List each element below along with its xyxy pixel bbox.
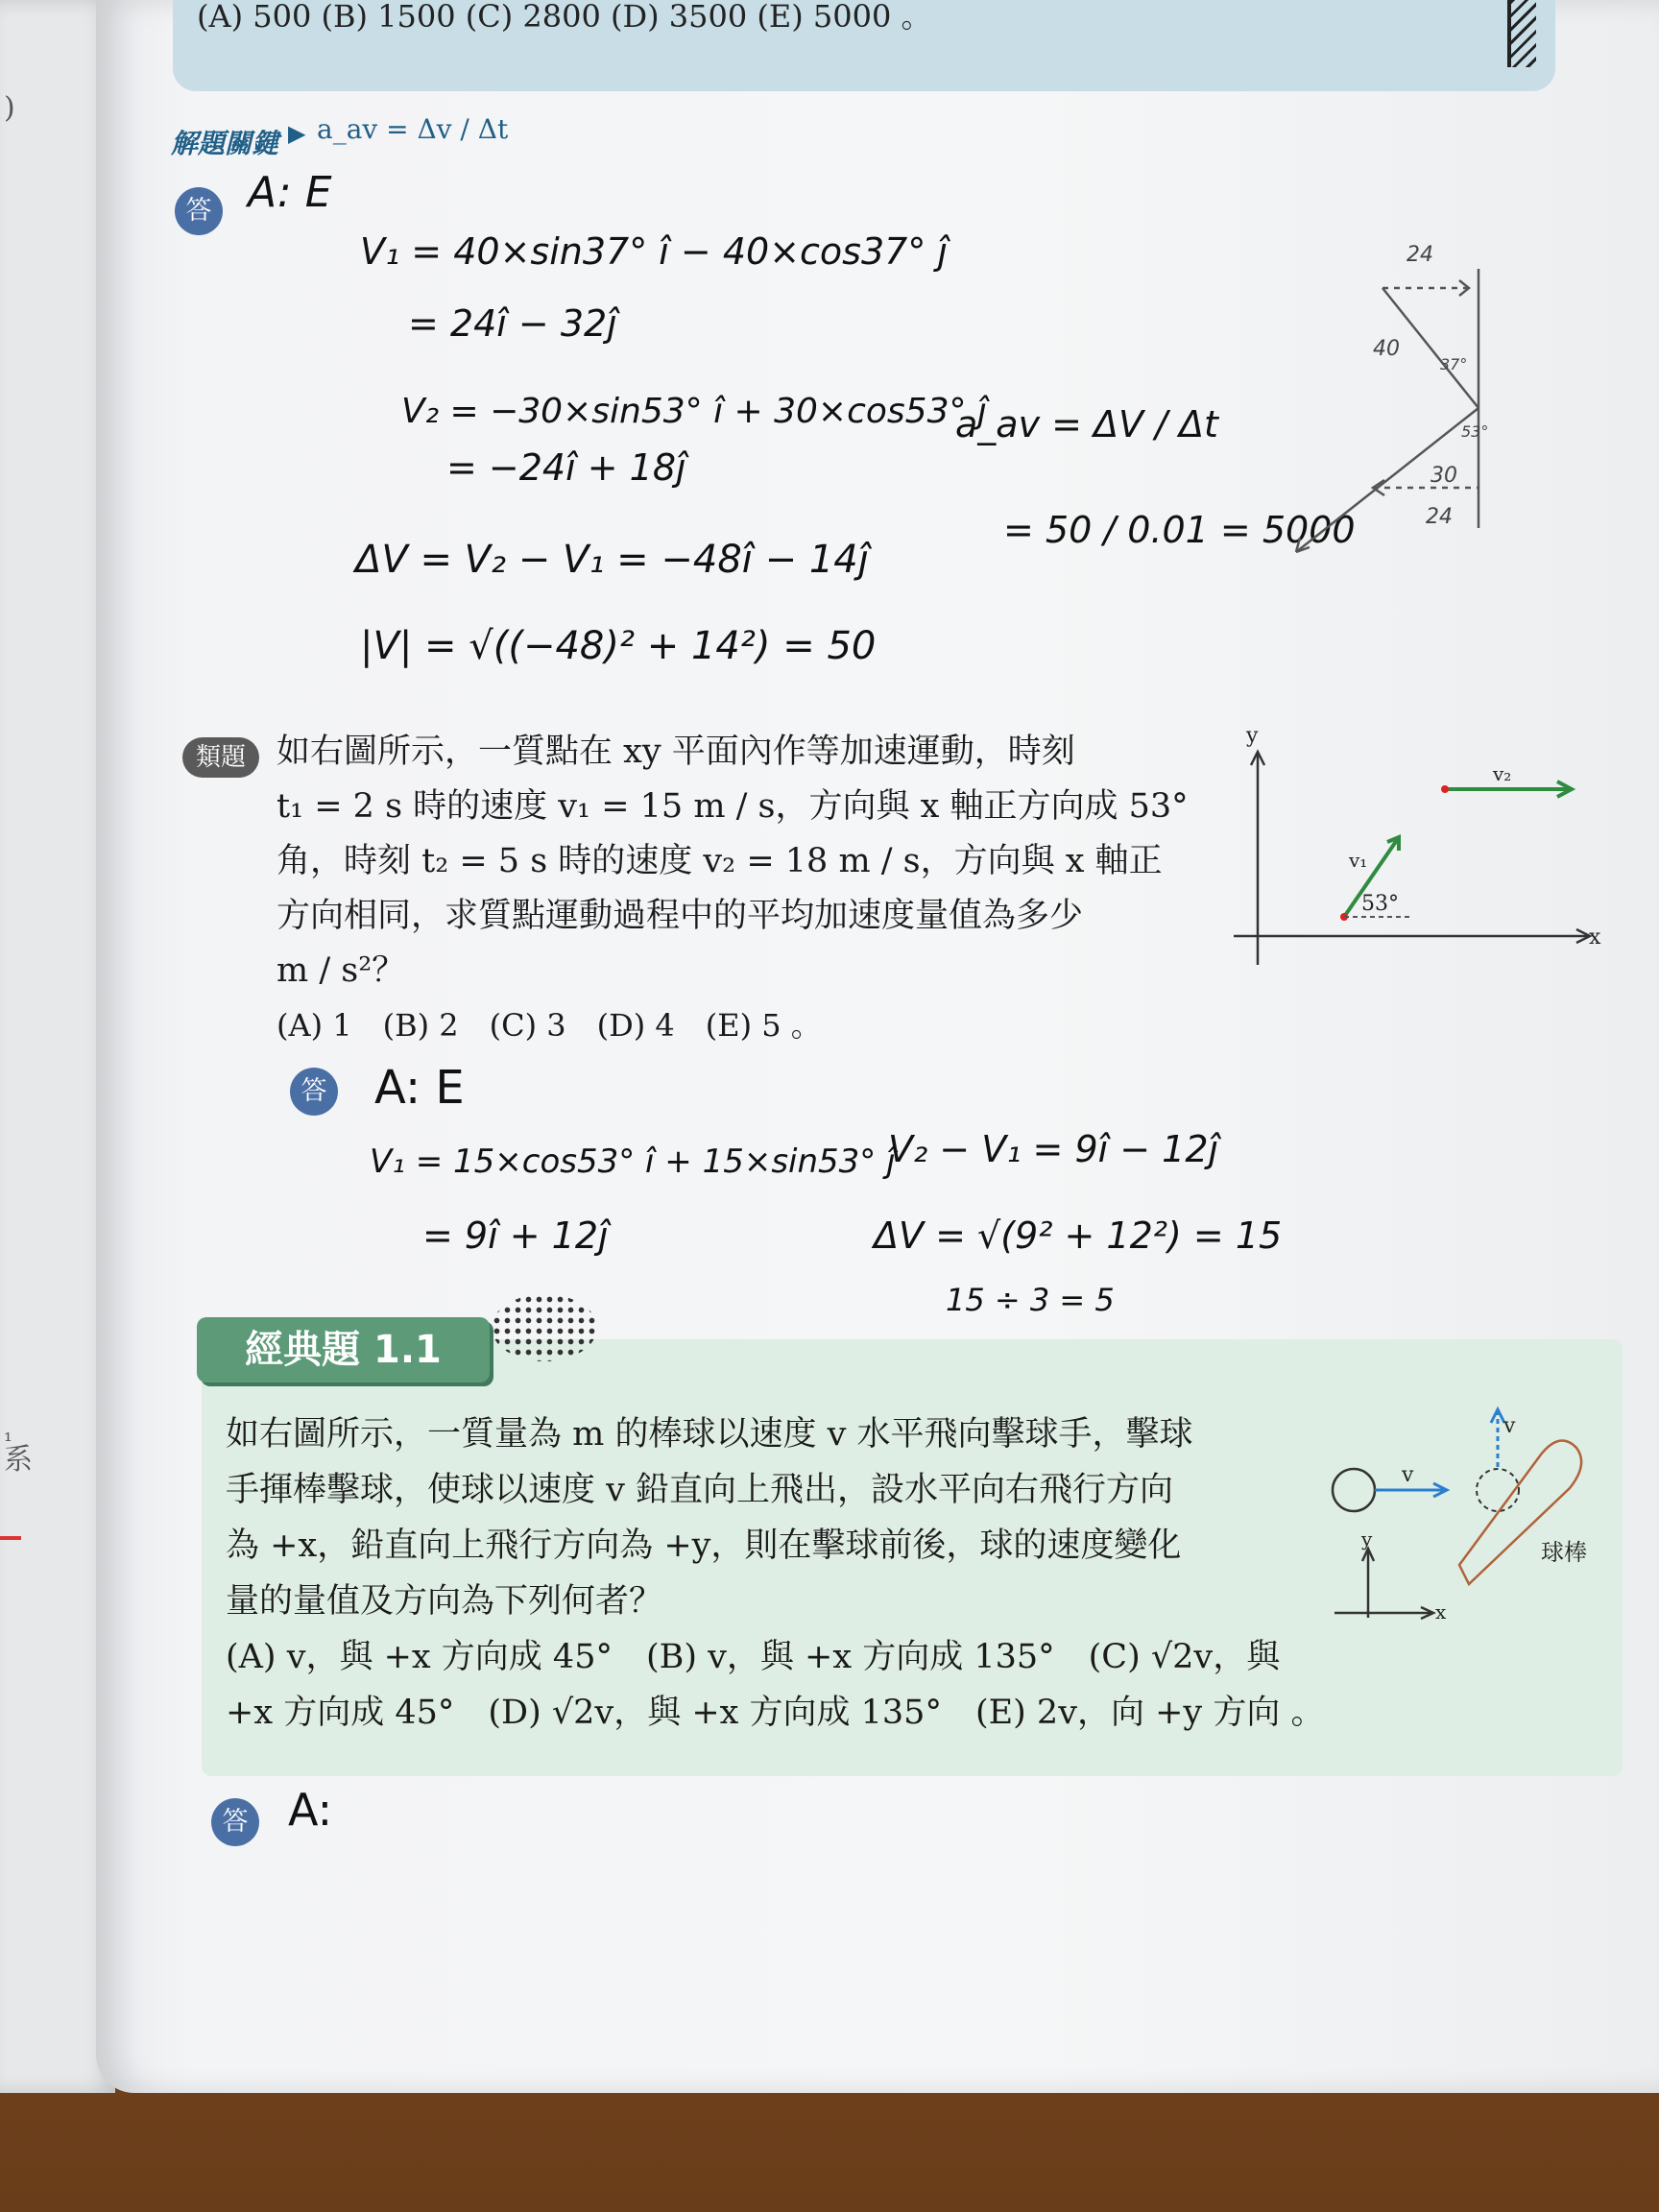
options-line: (A) 1 (B) 2 (C) 3 (D) 4 (E) 5 。 [276, 1007, 822, 1044]
diagram-label: 24 [1407, 243, 1433, 267]
similar-question-tag: 類題 [182, 737, 259, 778]
diagram-label: 30 [1431, 464, 1457, 488]
ball-icon [1333, 1469, 1375, 1511]
y-axis-label: y [1361, 1527, 1373, 1551]
answer-badge: 答 [175, 187, 223, 235]
question-line: 手揮棒擊球，使球以速度 v 鉛直向上飛出，設水平向右飛行方向 [226, 1471, 1174, 1509]
work-line: V₁ = 15×cos53° î + 15×sin53° ĵ [370, 1142, 896, 1181]
angle-label: 53° [1361, 892, 1399, 916]
x-axis-label: x [1435, 1600, 1447, 1623]
handwritten-answer: A: E [248, 168, 332, 217]
v2-label: v₂ [1493, 762, 1512, 785]
work-line: V₁ = 40×sin37° î − 40×cos37° ĵ [360, 230, 948, 273]
question-line: 角，時刻 t₂ = 5 s 時的速度 v₂ = 18 m / s，方向與 x 軸正 [276, 842, 1163, 880]
left-fragment: ) [4, 91, 15, 125]
work-line: ΔV = √(9² + 12²) = 15 [874, 1214, 1283, 1257]
dot-pattern [492, 1294, 597, 1361]
work-line: = 24î − 32ĵ [408, 302, 617, 345]
v-label: v [1503, 1414, 1516, 1438]
diagram-label: 40 [1373, 337, 1400, 361]
left-fragment: 系 [4, 1443, 33, 1477]
answer-badge: 答 [211, 1798, 259, 1846]
point-2 [1441, 785, 1449, 793]
work-line: = 9î + 12ĵ [422, 1214, 609, 1257]
handwritten-answer: A: [288, 1784, 333, 1836]
key-hint-label: 解題關鍵 [171, 128, 279, 159]
question-line: m / s²？ [276, 951, 406, 990]
question-line: 如右圖所示，一質量為 m 的棒球以速度 v 水平飛向擊球手，擊球 [226, 1415, 1193, 1454]
question-line: 方向相同，求質點運動過程中的平均加速度量值為多少 [276, 897, 1084, 935]
y-axis-label: y [1246, 725, 1259, 748]
work-line: = −24î + 18ĵ [446, 446, 686, 489]
question-line: 量的量值及方向為下列何者？ [226, 1582, 663, 1621]
left-fragment: ₁ [4, 1423, 12, 1447]
answer-badge: 答 [290, 1068, 338, 1116]
work-line: |V| = √((−48)² + 14²) = 50 [360, 624, 877, 668]
baseball-figure [1325, 1382, 1613, 1642]
work-line: a_av = ΔV / Δt [955, 403, 1218, 445]
diagram-label: 37° [1440, 355, 1468, 373]
x-axis-label: x [1589, 926, 1601, 950]
work-line: 15 ÷ 3 = 5 [946, 1282, 1115, 1318]
handwritten-answer: A: E [374, 1061, 465, 1115]
question-line: 如右圖所示，一質點在 xy 平面內作等加速運動，時刻 [276, 733, 1075, 771]
work-line: ΔV = V₂ − V₁ = −48î − 14ĵ [355, 538, 869, 582]
collision-sketch [1277, 240, 1565, 566]
bat-label: 球棒 [1541, 1539, 1587, 1566]
red-mark [0, 1536, 21, 1540]
v-label: v [1402, 1463, 1414, 1487]
classic-question-text [226, 1407, 1325, 1741]
work-line: V₂ − V₁ = 9î − 12ĵ [888, 1128, 1219, 1170]
previous-options: (A) 500 (B) 1500 (C) 2800 (D) 3500 (E) 5000 。 [197, 0, 932, 35]
options-line: +x 方向成 45° (D) √2v，與 +x 方向成 135° (E) 2v，向 +y 方向 。 [226, 1694, 1325, 1732]
question-line: t₁ = 2 s 時的速度 v₁ = 15 m / s，方向與 x 軸正方向成 53° [276, 787, 1189, 826]
diagram-label: 24 [1426, 505, 1453, 529]
work-line: = 50 / 0.01 = 5000 [1003, 509, 1356, 551]
options-line: (A) v，與 +x 方向成 45° (B) v，與 +x 方向成 135° (C) √2v，與 [226, 1638, 1281, 1676]
ball-after-icon [1477, 1469, 1519, 1511]
velocity-figure [1219, 725, 1623, 974]
classic-question-title: 經典題 1.1 [197, 1317, 490, 1382]
v1-label: v₁ [1349, 849, 1368, 872]
key-hint-arrow-icon: ▶ [288, 120, 306, 147]
work-line: V₂ = −30×sin53° î + 30×cos53° ĵ [401, 392, 987, 431]
diagram-label: 53° [1461, 422, 1489, 441]
key-hint-formula: a_av = Δv / Δt [317, 113, 509, 145]
question-line: 為 +x，鉛直向上飛行方向為 +y，則在擊球前後，球的速度變化 [226, 1527, 1182, 1565]
similar-question-text [276, 725, 1198, 1053]
wall-hatch-icon [1507, 0, 1536, 67]
